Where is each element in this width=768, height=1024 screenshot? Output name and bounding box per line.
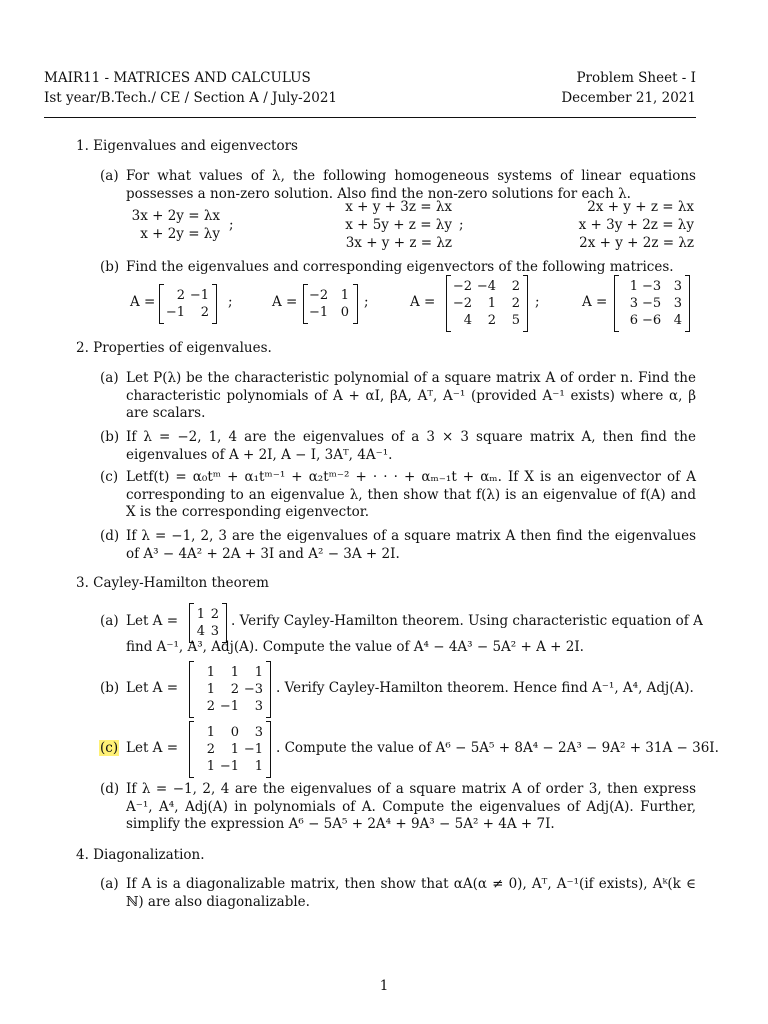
matrix-right-bracket [222,603,227,643]
sys1-eq1: 3x + 2y = λx [131,208,220,224]
q4a-text: If A is a diagonalizable matrix, then show that αA(α ≠ 0), Aᵀ, A⁻¹(if exists), Aᵏ(k ∈ ℕ) are also diagonalizable. [126,876,696,910]
sys2-eq2: x + 5y + z = λy [345,217,452,233]
q1a-label: (a) [100,168,119,184]
matrix-cell: 0 [340,305,349,320]
matrix-q3c [189,721,271,778]
matrix-cell: −1 [165,305,185,320]
matrix-right-bracket [353,284,358,324]
matrix-cell: −2 [452,296,472,311]
matrix-cell: 2 [230,682,239,697]
sys2-eq1: x + y + 3z = λx [345,199,452,215]
matrix-cell: 2 [511,279,520,294]
matrix-cell: 4 [463,313,472,328]
sys2-sep: ; [459,217,464,233]
class-info: Ist year/B.Tech./ CE / Section A / July-2021 [44,90,338,106]
page-number: 1 [379,978,389,994]
matrix-cell: −2 [452,279,472,294]
matrix-q3b [189,661,271,718]
q3b-text: . Verify Cayley-Hamilton theorem. Hence find A⁻¹, A⁴, Adj(A). [276,680,694,696]
matrix-cell: 2 [487,313,496,328]
matrix-cell: 3 [210,624,219,639]
matrix-right-bracket [266,721,271,778]
header-right [561,68,696,108]
m3-sep: ; [535,294,540,310]
matrix-cell: −3 [642,279,662,294]
q3a-label: (a) [100,613,119,629]
matrix-cell: 3 [629,296,638,311]
matrix-right-bracket [685,275,690,332]
a-equals-4: A = [582,294,608,310]
matrix-2 [303,284,358,324]
matrix-cell: 2 [206,742,215,757]
matrix-cell: −1 [219,699,239,714]
matrix-cell: 6 [629,313,638,328]
q2a-text: Let P(λ) be the characteristic polynomial of a square matrix A of order n. Find the characteristic polynomials of A + αI, βA, Aᵀ, A⁻¹ (provided A⁻¹ exists) where α, β are scalars. [126,370,696,421]
matrix-cell: 1 [206,682,215,697]
q4a-label: (a) [100,876,119,892]
q2c-text: Letf(t) = α₀tᵐ + α₁tᵐ⁻¹ + α₂tᵐ⁻² + · · · + αₘ₋₁t + αₘ. If X is an eigenvector of A corresponding to an eigenvalue λ, then show that f(λ) is an eigenvalue of f(A) and X is the corresponding eigenvector. [126,469,696,520]
q1-title: 1. Eigenvalues and eigenvectors [76,138,298,154]
q4-title: 4. Diagonalization. [76,847,205,863]
q2d-label: (d) [100,528,120,544]
matrix-cell: −1 [219,759,239,774]
q3c-label [99,740,119,758]
matrix-cell: 1 [487,296,496,311]
q3a-text1: . Verify Cayley-Hamilton theorem. Using characteristic equation of A [231,613,703,629]
matrix-cell: −2 [309,288,329,303]
header-left [44,68,337,108]
matrix-1 [159,284,217,324]
matrix-cell: 1 [206,759,215,774]
header-rule [44,117,696,118]
matrix-cell: −1 [309,305,329,320]
matrix-left-bracket [303,284,308,324]
sys3-eq3: 2x + y + 2z = λz [579,235,694,251]
matrix-cell: 3 [673,296,682,311]
matrix-cell: 2 [511,296,520,311]
sys3-eq2: x + 3y + 2z = λy [578,217,694,233]
q3-title: 3. Cayley-Hamilton theorem [76,575,269,591]
q3d-label: (d) [100,781,120,797]
matrix-left-bracket [189,603,194,643]
q2-title: 2. Properties of eigenvalues. [76,340,272,356]
matrix-cell: 2 [206,699,215,714]
q2d-text: If λ = −1, 2, 3 are the eigenvalues of a square matrix A then find the eigenvalues of A³ − 4A² + 2A + 3I and A² − 3A + 2I. [126,528,696,562]
matrix-cell: 3 [673,279,682,294]
course-title: MAIR11 - MATRICES AND CALCULUS [44,70,311,86]
sys1-sep: ; [229,217,234,233]
q1a-text: For what values of λ, the following homogeneous systems of linear equations possesses a non-zero solution. Also find the non-zero solutions for each λ. [126,168,696,202]
m1-sep: ; [228,294,233,310]
q2b-text: If λ = −2, 1, 4 are the eigenvalues of a 3 × 3 square matrix A, then find the eigenvalues of A + 2I, A − I, 3Aᵀ, 4A⁻¹. [126,429,696,463]
matrix-cell: 0 [230,725,239,740]
matrix-cell: 1 [230,742,239,757]
highlight-mark: (c) [100,740,119,756]
sys2-eq3: 3x + y + z = λz [345,235,452,251]
matrix-cell: 3 [254,725,263,740]
q3b-let: Let A = [126,680,179,696]
q3c-text: . Compute the value of A⁶ − 5A⁵ + 8A⁴ − 2A³ − 9A² + 31A − 36I. [276,740,719,756]
q1b-text: Find the eigenvalues and corresponding eigenvectors of the following matrices. [126,259,674,275]
matrix-cell: 1 [206,665,215,680]
matrix-cell: 4 [673,313,682,328]
matrix-cell: 1 [230,665,239,680]
matrix-cell: −3 [243,682,263,697]
a-equals-2: A = [272,294,298,310]
sheet-date: December 21, 2021 [561,90,696,106]
sheet-title: Problem Sheet - I [576,70,696,86]
matrix-cell: 2 [210,607,219,622]
matrix-cell: −1 [189,288,209,303]
matrix-left-bracket [189,721,194,778]
q3d-text: If λ = −1, 2, 4 are the eigenvalues of a square matrix A of order 3, then express A⁻¹, A⁴, Adj(A) in polynomials of A. Compute the eigenvalues of Adj(A). Further, simplify the expression A⁶ − 5A⁵ + 2A⁴ + 9A³ − 5A² + 4A + 7I. [126,781,696,832]
matrix-left-bracket [614,275,619,332]
matrix-right-bracket [266,661,271,718]
q2a-label: (a) [100,370,119,386]
q3a-let: Let A = [126,613,179,629]
matrix-cell: 1 [206,725,215,740]
matrix-cell: 2 [200,305,209,320]
sys3-eq1: 2x + y + z = λx [587,199,694,215]
matrix-cell: 2 [176,288,185,303]
q2b-label: (b) [100,429,120,445]
matrix-cell: −5 [642,296,662,311]
matrix-cell: −6 [642,313,662,328]
matrix-left-bracket [189,661,194,718]
matrix-cell: 1 [254,665,263,680]
matrix-cell: 1 [340,288,349,303]
matrix-cell: −4 [476,279,496,294]
matrix-cell: 4 [196,624,205,639]
matrix-cell: 1 [629,279,638,294]
matrix-right-bracket [212,284,217,324]
matrix-right-bracket [523,275,528,332]
matrix-cell: 1 [254,759,263,774]
matrix-cell: 5 [511,313,520,328]
matrix-cell: 1 [196,607,205,622]
matrix-cell: 3 [254,699,263,714]
matrix-cell: −1 [243,742,263,757]
q3a-text2: find A⁻¹, A³, Adj(A). Compute the value of A⁴ − 4A³ − 5A² + A + 2I. [126,639,584,655]
matrix-left-bracket [159,284,164,324]
sys1-eq2: x + 2y = λy [140,226,220,242]
a-equals-3: A = [410,294,436,310]
a-equals-1: A = [130,294,156,310]
m2-sep: ; [364,294,369,310]
matrix-4 [614,275,690,332]
q3b-label: (b) [100,680,120,696]
matrix-q3a [189,603,227,643]
q1b-label: (b) [100,259,120,275]
q3c-let: Let A = [126,740,179,756]
matrix-left-bracket [446,275,451,332]
matrix-3 [446,275,528,332]
q2c-label: (c) [100,469,119,485]
